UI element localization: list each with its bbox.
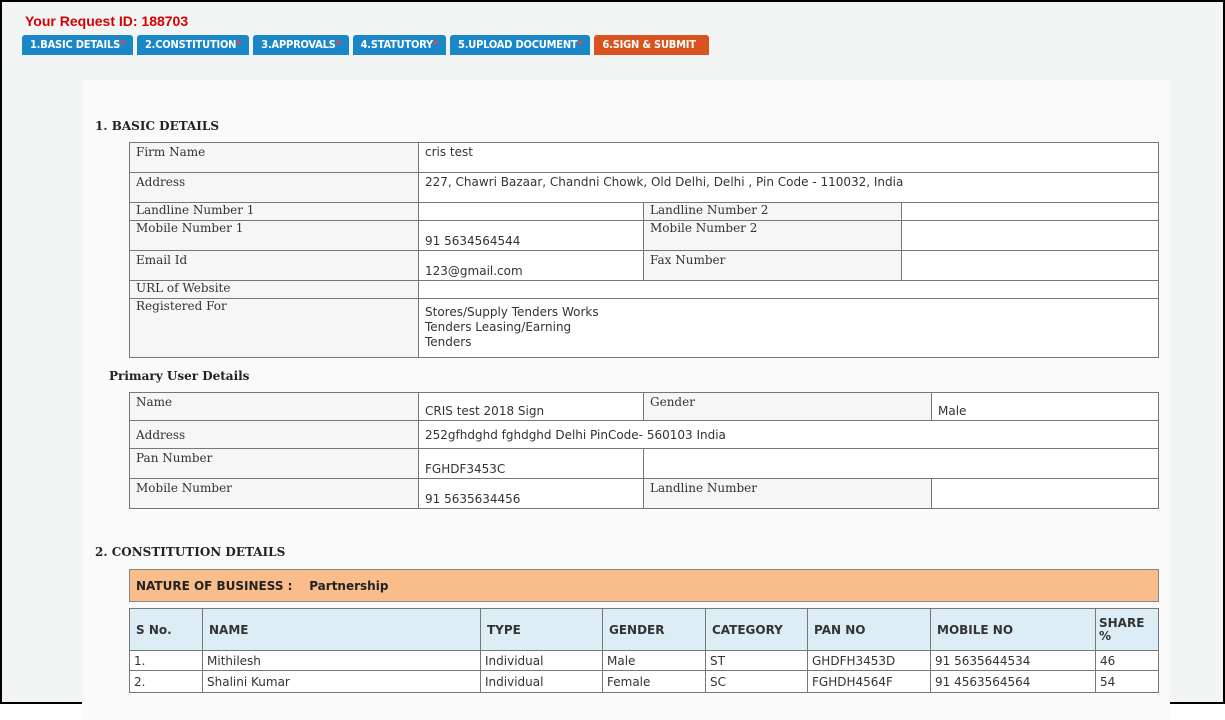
mobile2-label: Mobile Number 2 [644,221,902,251]
cell-category: ST [706,651,808,671]
cell-sno: 2. [130,671,203,693]
col-category: CATEGORY [706,609,808,651]
cell-name: Shalini Kumar [203,671,481,693]
tab-label: 5.UPLOAD DOCUMENT [458,38,578,51]
section-basic-details-title: 1. BASIC DETAILS [95,119,220,133]
partners-table [129,608,1159,693]
gender-value: Male [932,393,1159,421]
gender-label: Gender [644,393,932,421]
required-mark: * [120,38,125,51]
col-type: TYPE [481,609,603,651]
address-label: Address [130,173,419,203]
required-mark: * [433,38,439,51]
nature-of-business-bar [129,569,1159,602]
registered-for-value [419,299,1159,358]
tab-approvals[interactable] [253,35,348,55]
cell-category: SC [706,671,808,693]
cell-gender: Male [603,651,706,671]
mobile-label: Mobile Number [130,479,419,509]
col-sno: S No. [130,609,203,651]
mobile-value: 91 5635634456 [419,479,644,509]
required-mark: * [695,38,701,51]
email-value: 123@gmail.com [419,251,644,281]
registered-for-label: Registered For [130,299,419,358]
request-id: Your Request ID: 188703 [25,13,189,29]
cell-name: Mithilesh [203,651,481,671]
cell-type: Individual [481,651,603,671]
address-value: 227, Chawri Bazaar, Chandni Chowk, Old Delhi, Delhi , Pin Code - 110032, India [419,173,1159,203]
nature-value: Partnership [309,579,389,593]
col-name: NAME [203,609,481,651]
tab-statutory[interactable] [353,35,446,55]
tab-sign-submit[interactable] [594,35,708,55]
pan-value: FGHDF3453C [419,449,644,479]
fax-value [902,251,1159,281]
tab-label: 2.CONSTITUTION [145,38,237,51]
firm-name-value: cris test [419,143,1159,173]
nature-label: NATURE OF BUSINESS : [136,579,293,593]
section-constitution-title: 2. CONSTITUTION DETAILS [95,545,286,559]
basic-details-table [129,142,1159,358]
name-label: Name [130,393,419,421]
firm-name-label: Firm Name [130,143,419,173]
cell-gender: Female [603,671,706,693]
col-share: SHARE % [1096,609,1159,651]
tab-label: 4.STATUTORY [360,38,434,51]
table-header-row [130,609,1159,651]
cell-sno: 1. [130,651,203,671]
landline-label: Landline Number [644,479,932,509]
tab-constitution[interactable] [137,35,249,55]
address-value: 252gfhdghd fghdghd Delhi PinCode- 560103 India [419,421,1159,449]
required-mark: * [577,38,583,51]
step-tabs [22,35,709,55]
tab-label: 3.APPROVALS [261,38,336,51]
tab-label: 1.BASIC DETAILS [30,38,121,51]
required-mark: * [335,38,341,51]
tab-basic-details[interactable] [22,35,133,55]
fax-label: Fax Number [644,251,902,281]
table-row [130,671,1159,693]
col-pan: PAN NO [808,609,931,651]
landline1-label: Landline Number 1 [130,203,419,221]
col-gender: GENDER [603,609,706,651]
mobile1-value: 91 5634564544 [419,221,644,251]
col-mobile: MOBILE NO [931,609,1096,651]
url-label: URL of Website [130,281,419,299]
pan-label: Pan Number [130,449,419,479]
landline2-value [902,203,1159,221]
cell-pan: GHDFH3453D [808,651,931,671]
cell-share: 46 [1096,651,1159,671]
landline2-label: Landline Number 2 [644,203,902,221]
address-label: Address [130,421,419,449]
primary-user-table [129,392,1159,509]
registered-line: Tenders [425,335,472,349]
email-label: Email Id [130,251,419,281]
url-value [419,281,1159,299]
mobile2-value [902,221,1159,251]
tab-upload-document[interactable] [450,35,590,55]
landline-value [932,479,1159,509]
cell-mobile: 91 4563564564 [931,671,1096,693]
required-mark: * [236,38,242,51]
primary-user-title: Primary User Details [109,369,250,383]
cell-share: 54 [1096,671,1159,693]
cell-type: Individual [481,671,603,693]
tab-label: 6.SIGN & SUBMIT [602,38,696,51]
table-row [130,651,1159,671]
empty-cell [644,449,1159,479]
registered-line: Tenders Leasing/Earning [425,320,572,334]
cell-mobile: 91 5635644534 [931,651,1096,671]
mobile1-label: Mobile Number 1 [130,221,419,251]
registered-line: Stores/Supply Tenders Works [425,305,599,319]
name-value: CRIS test 2018 Sign [419,393,644,421]
cell-pan: FGHDH4564F [808,671,931,693]
landline1-value [419,203,644,221]
